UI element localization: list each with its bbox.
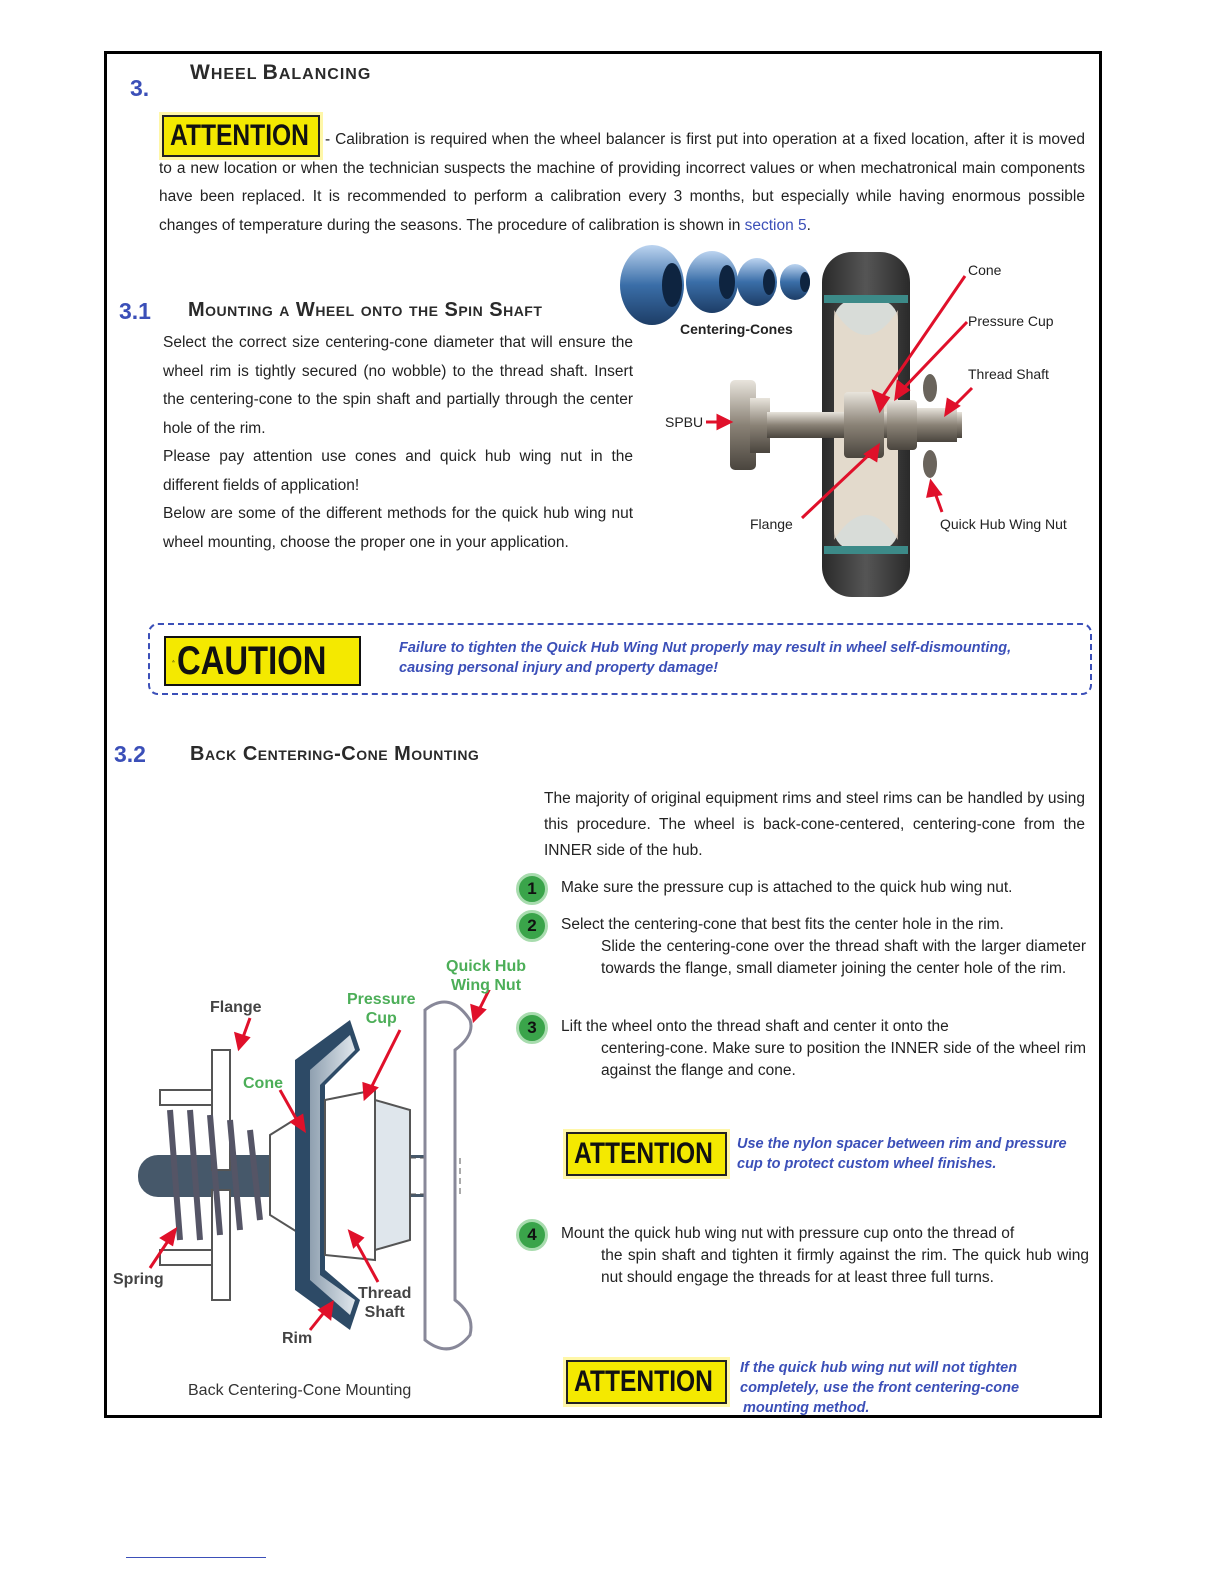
- spbu-label: SPBU: [665, 414, 704, 430]
- cone-diagram-label: Cone: [243, 1075, 283, 1092]
- section-3-number: 3.: [130, 75, 150, 101]
- spring-label: Spring: [113, 1271, 164, 1288]
- step-3-text: Lift the wheel onto the thread shaft and center it onto the centering-cone. Make sure to position the INNER side of the wheel rim against the flange and cone.: [561, 1018, 1086, 1079]
- step-4-badge: 4: [516, 1219, 548, 1251]
- pressure-cup-label: Pressure Cup: [968, 313, 1054, 329]
- calibration-text: - Calibration is required when the wheel balancer is first put into operation at a fixed location, after it is moved to a new location or when the technician suspects the machine of providing incorrect values or when mechatronical main components have been replaced. It is recommended to perform a calibration every 3 months, but especially while having enormous possible changes of temperature during the seasons. The procedure of calibration is shown in section 5.: [159, 131, 1085, 234]
- step-2-badge: 2: [516, 910, 548, 942]
- step-2-text: Select the centering-cone that best fits the center hole in the rim. Slide the centering-cone over the thread shaft with the larger diameter towards the flange, small diameter joining the center hole of the rim.: [561, 916, 1086, 977]
- section-31-para-2: Please pay attention use cones and quick hub wing nut in the different fields of application!: [163, 448, 633, 494]
- section-3-title: WHEEL BALANCING: [190, 61, 372, 84]
- section-31-para-3: Below are some of the different methods for the quick hub wing nut wheel mounting, choose the proper one in your application.: [163, 505, 633, 551]
- footer-line: [126, 1557, 266, 1558]
- thread-shaft-label: Thread Shaft: [968, 366, 1049, 382]
- section-32-title: Back Centering-Cone Mounting: [190, 743, 480, 765]
- section-31-title: Mounting a Wheel onto the Spin Shaft: [188, 299, 543, 321]
- thread-shaft-diagram-label: Thread Shaft: [358, 1285, 412, 1321]
- quick-hub-wing-nut-label: Quick Hub Wing Nut: [940, 516, 1067, 532]
- step-1-text: Make sure the pressure cup is attached to the quick hub wing nut.: [561, 879, 1013, 896]
- section-31-text: [163, 329, 633, 557]
- centering-cones-icon: [620, 245, 810, 325]
- attention-note-1: Use the nylon spacer between rim and pressure cup to protect custom wheel finishes.: [737, 1136, 1067, 1172]
- warning-triangle-icon: [172, 644, 175, 678]
- centering-cones-label: Centering-Cones: [680, 321, 793, 337]
- step-1-badge: 1: [516, 873, 548, 905]
- rim-label: Rim: [282, 1330, 313, 1347]
- attention-badge-3: ATTENTION: [566, 1360, 727, 1404]
- attention-note-2: If the quick hub wing nut will not tighten completely, use the front centering-cone mounting method.: [740, 1360, 1020, 1416]
- cone-label: Cone: [968, 262, 1002, 278]
- flange-diagram-label: Flange: [210, 999, 262, 1016]
- section-32-number: 3.2: [114, 741, 146, 767]
- attention-badge-2: ATTENTION: [566, 1132, 727, 1176]
- caution-word: CAUTION: [176, 638, 327, 683]
- caution-note: Failure to tighten the Quick Hub Wing Nut properly may result in wheel self-dismounting, causing personal injury and property damage!: [399, 640, 1012, 676]
- caution-badge: [164, 636, 361, 686]
- figure-caption: Back Centering-Cone Mounting: [188, 1382, 412, 1399]
- attention-word: ATTENTION: [170, 119, 309, 152]
- flange-label: Flange: [750, 516, 793, 532]
- section-31-para-1: Select the correct size centering-cone diameter that will ensure the wheel rim is tightly secured (no wobble) to the thread shaft. Insert the centering-cone to the spin shaft and partially through the center hole of the rim.: [163, 334, 633, 437]
- section-31-number: 3.1: [119, 298, 151, 324]
- back-centering-diagram: [110, 990, 510, 1370]
- pressure-cup-diagram-label: Pressure Cup: [347, 991, 416, 1027]
- quick-hub-label: Quick Hub Wing Nut: [446, 958, 527, 994]
- section-5-link[interactable]: section 5: [744, 216, 807, 234]
- step-4-text: Mount the quick hub wing nut with pressure cup onto the thread of the spin shaft and tighten it firmly against the rim. The quick hub wing nut should engage the threads for at least three full turns.: [561, 1225, 1089, 1286]
- section-32-intro: The majority of original equipment rims and steel rims can be handled by using this procedure. The wheel is back-cone-centered, centering-cone from the INNER side of the hub.: [544, 790, 1085, 859]
- step-3-badge: 3: [516, 1012, 548, 1044]
